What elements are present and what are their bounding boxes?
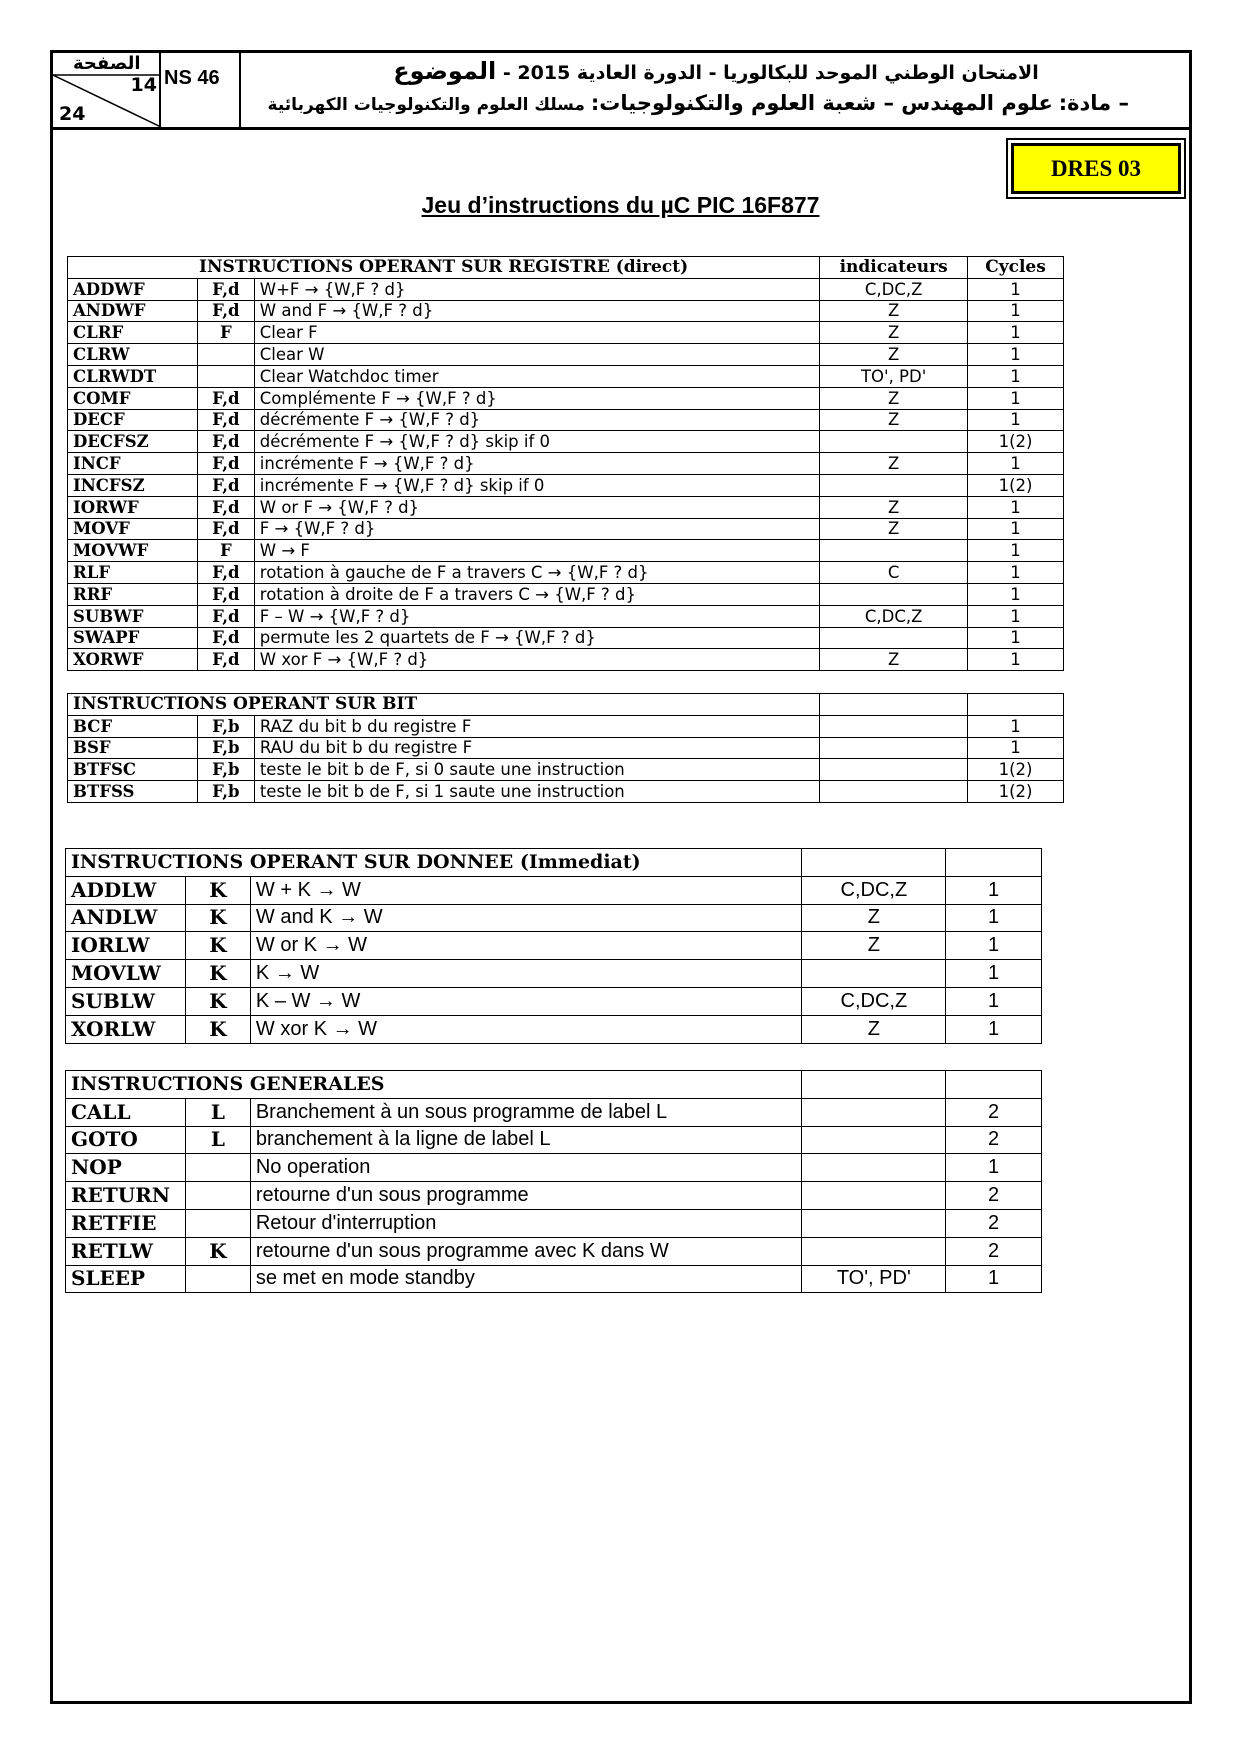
table-row [68,453,1064,475]
mnemonic-cell: NOP [66,1154,186,1182]
description-cell: RAU du bit b du registre F [254,737,820,759]
table-row [68,737,1064,759]
cycles-cell: 1 [968,387,1064,409]
mnemonic-cell: RETURN [66,1182,186,1210]
table-row [68,649,1064,671]
operand-cell: F,d [197,474,254,496]
header-cell-cycles: Cycles [968,257,1064,279]
mnemonic-cell: IORWF [68,496,198,518]
exam-code-cell [161,53,241,127]
table-header-row [66,849,1042,877]
description-cell: W+F → {W,F ? d} [254,278,819,300]
table-row [66,1126,1042,1154]
table-row [68,431,1064,453]
cycles-cell: 2 [946,1098,1042,1126]
operand-cell: F,b [197,781,254,803]
document-title [0,192,1241,219]
bit-instructions-table [67,693,1064,803]
cycles-cell: 1(2) [968,431,1064,453]
operand-cell: L [185,1126,250,1154]
table-row [66,1209,1042,1237]
mnemonic-cell: MOVWF [68,540,198,562]
table-row [68,715,1064,737]
mnemonic-cell: RETFIE [66,1209,186,1237]
flags-cell [820,715,968,737]
mnemonic-cell: GOTO [66,1126,186,1154]
description-cell: incrémente F → {W,F ? d} skip if 0 [254,474,819,496]
description-cell: teste le bit b de F, si 0 saute une instruction [254,759,820,781]
immediate-instructions-table [65,848,1042,1044]
exam-header [53,53,1189,130]
operand-cell: F,d [197,518,254,540]
operand-cell [185,1154,250,1182]
cycles-cell: 1 [968,649,1064,671]
operand-cell: F,d [197,496,254,518]
description-cell: décrémente F → {W,F ? d} skip if 0 [254,431,819,453]
operand-cell: F,d [197,431,254,453]
subject-prefix: – مادة: [1058,91,1129,115]
cycles-cell: 1 [968,300,1064,322]
description-cell: Clear Watchdoc timer [254,365,819,387]
flags-cell [802,1209,946,1237]
table-header-row [66,1071,1042,1099]
flags-cell: Z [820,453,968,475]
operand-cell: F [197,322,254,344]
table-row [66,1265,1042,1293]
mnemonic-cell: XORLW [66,1015,186,1043]
flags-cell: Z [820,496,968,518]
header-cell-cycles [946,849,1042,877]
table-row [68,322,1064,344]
operand-cell: K [185,876,250,904]
flags-cell: Z [820,300,968,322]
cycles-cell: 1 [946,1265,1042,1293]
table-row [68,627,1064,649]
operand-cell: F,d [197,562,254,584]
operand-cell: K [185,932,250,960]
description-cell: F – W → {W,F ? d} [254,605,819,627]
operand-cell: L [185,1098,250,1126]
description-cell: W + K → W [250,876,802,904]
mnemonic-cell: IORLW [66,932,186,960]
flags-cell: Z [802,1015,946,1043]
operand-cell: K [185,1237,250,1265]
operand-cell [185,1182,250,1210]
cycles-cell: 1(2) [968,759,1064,781]
exam-title-word: الموضوع [393,57,497,85]
mnemonic-cell: XORWF [68,649,198,671]
table-row [68,409,1064,431]
cycles-cell: 1 [968,496,1064,518]
header-cell-flags: indicateurs [820,257,968,279]
description-cell: Retour d'interruption [250,1209,802,1237]
table-row [68,562,1064,584]
operand-cell: K [185,904,250,932]
description-cell: incrémente F → {W,F ? d} [254,453,819,475]
mnemonic-cell: MOVLW [66,960,186,988]
flags-cell [820,781,968,803]
mnemonic-cell: ANDWF [68,300,198,322]
operand-cell: F,d [197,278,254,300]
cycles-cell: 1 [968,409,1064,431]
operand-cell [197,344,254,366]
flags-cell [802,1237,946,1265]
cycles-cell: 1 [968,605,1064,627]
table-row [68,344,1064,366]
flags-cell [802,1098,946,1126]
description-cell: No operation [250,1154,802,1182]
flags-cell: Z [820,518,968,540]
table-row [66,1154,1042,1182]
mnemonic-cell: INCF [68,453,198,475]
description-cell: W or K → W [250,932,802,960]
cycles-cell: 1 [946,876,1042,904]
flags-cell: C,DC,Z [820,605,968,627]
description-cell: Complémente F → {W,F ? d} [254,387,819,409]
header-cell-flags [820,694,968,716]
cycles-cell: 1 [968,344,1064,366]
table-row [66,1098,1042,1126]
cycles-cell: 1 [968,453,1064,475]
flags-cell [802,1154,946,1182]
flags-cell [802,1182,946,1210]
exam-title [253,57,1179,85]
flags-cell [820,540,968,562]
operand-cell: F,d [197,409,254,431]
operand-cell: F,d [197,605,254,627]
header-cell-flags [802,1071,946,1099]
table-row [66,904,1042,932]
table-row [68,474,1064,496]
flags-cell [820,737,968,759]
description-cell: Clear W [254,344,819,366]
description-cell: W → F [254,540,819,562]
flags-cell: C,DC,Z [802,987,946,1015]
table-row [68,605,1064,627]
description-cell: branchement à la ligne de label L [250,1126,802,1154]
operand-cell [185,1265,250,1293]
page-total: 24 [59,103,86,125]
description-cell: permute les 2 quartets de F → {W,F ? d} [254,627,819,649]
mnemonic-cell: RETLW [66,1237,186,1265]
cycles-cell: 1(2) [968,781,1064,803]
cycles-cell: 1 [968,365,1064,387]
cycles-cell: 1 [968,562,1064,584]
flags-cell [820,759,968,781]
table-row [68,540,1064,562]
description-cell: retourne d'un sous programme [250,1182,802,1210]
operand-cell [185,1209,250,1237]
flags-cell: TO', PD' [802,1265,946,1293]
mnemonic-cell: RLF [68,562,198,584]
table-header-row [68,694,1064,716]
operand-cell: F,b [197,759,254,781]
description-cell: W xor K → W [250,1015,802,1043]
exam-code: NS 46 [164,67,220,89]
table-row [66,1237,1042,1265]
cycles-cell: 1 [968,737,1064,759]
cycles-cell: 1(2) [968,474,1064,496]
flags-cell: Z [802,932,946,960]
flags-cell [802,1126,946,1154]
description-cell: rotation à gauche de F a travers C → {W,F ? d} [254,562,819,584]
operand-cell: F,d [197,300,254,322]
description-cell: W and F → {W,F ? d} [254,300,819,322]
flags-cell [820,474,968,496]
operand-cell: F,d [197,649,254,671]
cycles-cell: 1 [946,1154,1042,1182]
flags-cell: Z [820,649,968,671]
mnemonic-cell: BSF [68,737,198,759]
page-label: الصفحة [73,53,141,74]
description-cell: W or F → {W,F ? d} [254,496,819,518]
description-cell: K → W [250,960,802,988]
table-row [68,496,1064,518]
table-row [66,932,1042,960]
page-number: 14 [130,74,157,96]
mnemonic-cell: SUBLW [66,987,186,1015]
operand-cell: F,d [197,583,254,605]
mnemonic-cell: ADDLW [66,876,186,904]
mnemonic-cell: COMF [68,387,198,409]
mnemonic-cell: CLRWDT [68,365,198,387]
flags-cell: Z [820,387,968,409]
mnemonic-cell: INCFSZ [68,474,198,496]
page-number-cell [53,53,161,127]
flags-cell: C,DC,Z [802,876,946,904]
description-cell: W xor F → {W,F ? d} [254,649,819,671]
mnemonic-cell: DECF [68,409,198,431]
cycles-cell: 1 [946,904,1042,932]
mnemonic-cell: CLRW [68,344,198,366]
operand-cell: K [185,987,250,1015]
flags-cell: Z [802,904,946,932]
table-row [66,1015,1042,1043]
general-instructions-table [65,1070,1042,1293]
flags-cell: Z [820,344,968,366]
subject-name: علوم المهندس – شعبة العلوم والتكنولوجيات: [590,91,1053,115]
flags-cell: TO', PD' [820,365,968,387]
cycles-cell: 1 [968,583,1064,605]
description-cell: se met en mode standby [250,1265,802,1293]
mnemonic-cell: BCF [68,715,198,737]
table-row [68,759,1064,781]
flags-cell [802,960,946,988]
description-cell: RAZ du bit b du registre F [254,715,820,737]
table-row [68,300,1064,322]
cycles-cell: 2 [946,1209,1042,1237]
table-row [66,960,1042,988]
description-cell: décrémente F → {W,F ? d} [254,409,819,431]
cycles-cell: 1 [946,1015,1042,1043]
cycles-cell: 1 [946,987,1042,1015]
operand-cell: K [185,1015,250,1043]
header-cell-cycles [946,1071,1042,1099]
description-cell: retourne d'un sous programme avec K dans W [250,1237,802,1265]
operand-cell: F,b [197,715,254,737]
operand-cell [197,365,254,387]
description-cell: Clear F [254,322,819,344]
table-header-row [68,257,1064,279]
mnemonic-cell: BTFSS [68,781,198,803]
operand-cell: F,d [197,387,254,409]
mnemonic-cell: SWAPF [68,627,198,649]
flags-cell [820,431,968,453]
cycles-cell: 1 [968,278,1064,300]
flags-cell: Z [820,322,968,344]
flags-cell: Z [820,409,968,431]
mnemonic-cell: CLRF [68,322,198,344]
flags-cell: C [820,562,968,584]
cycles-cell: 1 [946,932,1042,960]
dres-badge-label: DRES 03 [1011,143,1181,194]
mnemonic-cell: DECFSZ [68,431,198,453]
cycles-cell: 1 [968,715,1064,737]
description-cell: teste le bit b de F, si 1 saute une instruction [254,781,820,803]
cycles-cell: 1 [968,540,1064,562]
operand-cell: F [197,540,254,562]
operand-cell: F,b [197,737,254,759]
mnemonic-cell: ADDWF [68,278,198,300]
document-title-text: Jeu d’instructions du µC PIC 16F877 [421,192,820,218]
mnemonic-cell: SUBWF [68,605,198,627]
table-row [66,1182,1042,1210]
mnemonic-cell: RRF [68,583,198,605]
table-row [68,583,1064,605]
description-cell: K – W → W [250,987,802,1015]
subject-line [253,91,1129,115]
register-instructions-table [67,256,1064,671]
header-cell-flags [802,849,946,877]
table-row [68,387,1064,409]
flags-cell [820,627,968,649]
mnemonic-cell: SLEEP [66,1265,186,1293]
cycles-cell: 2 [946,1182,1042,1210]
operand-cell: F,d [197,627,254,649]
mnemonic-cell: ANDLW [66,904,186,932]
exam-title-text: الامتحان الوطني الموحد للبكالوريا - الدورة العادية 2015 - [502,62,1039,84]
mnemonic-cell: CALL [66,1098,186,1126]
flags-cell [820,583,968,605]
header-cell-section: INSTRUCTIONS OPERANT SUR BIT [68,694,820,716]
subject-track: مسلك العلوم والتكنولوجيات الكهربائية [267,95,585,115]
dres-badge [1006,138,1186,199]
table-row [68,278,1064,300]
cycles-cell: 1 [968,518,1064,540]
description-cell: W and K → W [250,904,802,932]
table-row [68,518,1064,540]
description-cell: rotation à droite de F a travers C → {W,F ? d} [254,583,819,605]
description-cell: F → {W,F ? d} [254,518,819,540]
table-row [66,876,1042,904]
flags-cell: C,DC,Z [820,278,968,300]
cycles-cell: 1 [946,960,1042,988]
cycles-cell: 2 [946,1126,1042,1154]
operand-cell: F,d [197,453,254,475]
description-cell: Branchement à un sous programme de label L [250,1098,802,1126]
header-cell-section: INSTRUCTIONS OPERANT SUR DONNEE (Immediat) [66,849,802,877]
table-row [68,781,1064,803]
table-row [66,987,1042,1015]
mnemonic-cell: MOVF [68,518,198,540]
cycles-cell: 1 [968,627,1064,649]
header-cell-section: INSTRUCTIONS GENERALES [66,1071,802,1099]
header-cell-section: INSTRUCTIONS OPERANT SUR REGISTRE (direct) [68,257,820,279]
cycles-cell: 1 [968,322,1064,344]
table-row [68,365,1064,387]
cycles-cell: 2 [946,1237,1042,1265]
mnemonic-cell: BTFSC [68,759,198,781]
operand-cell: K [185,960,250,988]
header-cell-cycles [968,694,1064,716]
